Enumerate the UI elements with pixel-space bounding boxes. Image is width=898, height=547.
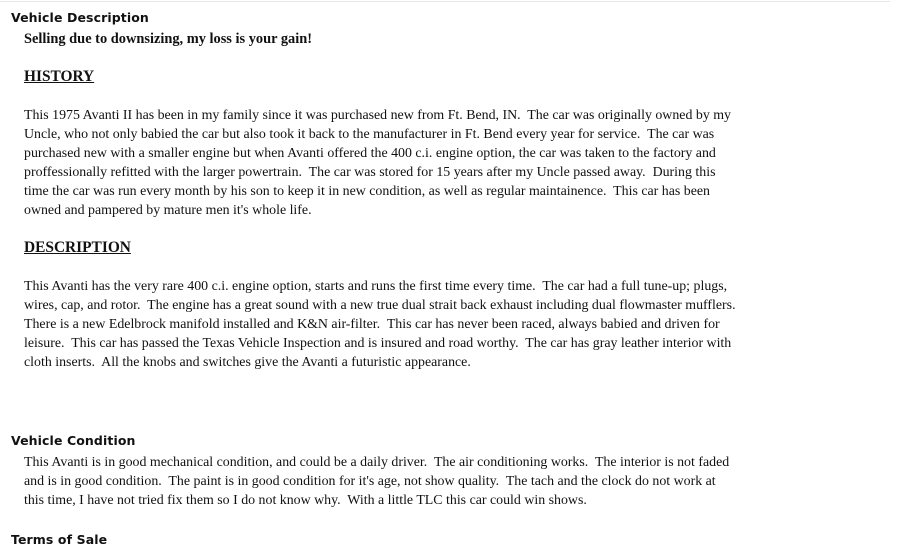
history-line: This 1975 Avanti II has been in my family since it was purchased new from Ft. Bend, IN. The car was originally owned by my xyxy=(24,108,731,123)
history-line: time the car was run every month by his son to keep it in new condition, as well as regular maintainence. This car has been xyxy=(24,184,710,199)
description-paragraph xyxy=(24,277,804,372)
top-divider xyxy=(0,1,890,2)
description-line: This Avanti has the very rare 400 c.i. engine option, starts and runs the first time every time. The car had a full tune-up; plugs, xyxy=(24,279,728,294)
history-line: purchased new with a smaller engine but when Avanti offered the 400 c.i. engine option, the car was taken to the factory and xyxy=(24,146,716,161)
condition-line: and is in good condition. The paint is in good condition for it's age, not show quality. The tach and the clock do not work at xyxy=(24,474,716,489)
description-line: wires, cap, and rotor. The engine has a great sound with a new true dual strait back exhaust including dual flowmaster mufflers. xyxy=(24,298,736,313)
history-paragraph xyxy=(24,106,804,220)
condition-paragraph xyxy=(24,453,804,510)
vehicle-description-title: Vehicle Description xyxy=(11,10,149,25)
description-line: cloth inserts. All the knobs and switches give the Avanti a futuristic appearance. xyxy=(24,355,471,370)
description-heading: DESCRIPTION xyxy=(24,239,131,256)
terms-of-sale-title: Terms of Sale xyxy=(11,532,108,547)
condition-line: this time, I have not tried fix them so I do not know why. With a little TLC this car could win shows. xyxy=(24,493,587,508)
vehicle-condition-title: Vehicle Condition xyxy=(11,433,136,448)
history-line: proffessionally refitted with the larger powertrain. The car was stored for 15 years after my Uncle passed away. During this xyxy=(24,165,716,180)
description-line: leisure. This car has passed the Texas Vehicle Inspection and is insured and road worthy. The car has gray leather interior with xyxy=(24,336,732,351)
lead-statement: Selling due to downsizing, my loss is your gain! xyxy=(24,31,313,47)
history-line: owned and pampered by mature men it's whole life. xyxy=(24,203,312,218)
history-heading: HISTORY xyxy=(24,68,95,85)
description-line: There is a new Edelbrock manifold installed and K&N air-filter. This car has never been raced, always babied and driven for xyxy=(24,317,720,332)
history-line: Uncle, who not only babied the car but also took it back to the manufacturer in Ft. Bend every year for service. The car was xyxy=(24,127,715,142)
condition-line: This Avanti is in good mechanical condition, and could be a daily driver. The air conditioning works. The interior is not faded xyxy=(24,455,730,470)
